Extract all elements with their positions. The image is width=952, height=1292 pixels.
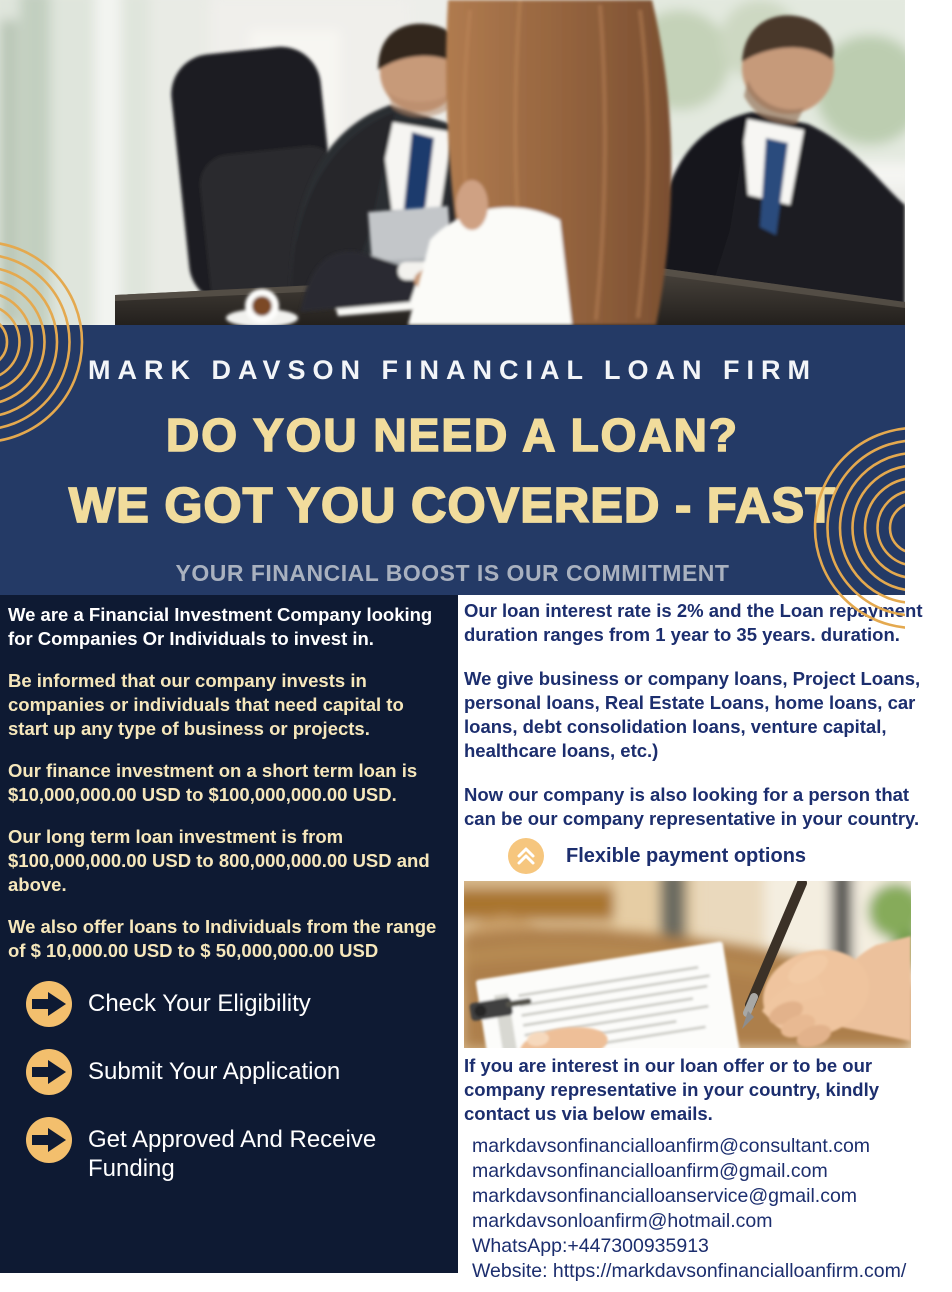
arrow-right-circle-icon — [26, 1049, 72, 1095]
tagline: YOUR FINANCIAL BOOST IS OUR COMMITMENT — [175, 560, 730, 586]
step-row — [8, 1117, 446, 1183]
arrow-right-circle-icon — [26, 1117, 72, 1163]
gold-arcs-right-icon — [787, 392, 905, 647]
contact-line: markdavsonloanfirm@hotmail.com — [472, 1210, 773, 1232]
step-label: Get Approved And Receive Funding — [88, 1126, 377, 1182]
right-panel — [458, 595, 952, 1292]
contact-line: markdavsonfinancialloanfirm@consultant.com — [472, 1135, 871, 1157]
brand-title: MARK DAVSON FINANCIAL LOAN FIRM — [88, 355, 817, 385]
step-label: Submit Your Application — [88, 1058, 341, 1085]
left-paragraph: Be informed that our company invests in companies or individuals that need capital to start up any type of business or projects. — [8, 670, 404, 739]
step-row — [8, 1049, 446, 1095]
contact-line: markdavsonfinancialloanservice@gmail.com — [472, 1185, 858, 1207]
headline-line1: DO YOU NEED A LOAN? — [166, 409, 739, 461]
contact-intro: If you are interest in our loan offer or to be our company representative in your country, kindly contact us via below emails. — [464, 1055, 879, 1124]
gold-arcs-left-icon — [0, 228, 118, 463]
left-paragraphs — [8, 603, 446, 963]
contract-signing-photo — [464, 881, 911, 1048]
left-paragraph: Our long term loan investment is from $100,000,000.00 USD to 800,000,000.00 USD and above. — [8, 826, 430, 895]
meeting-photo — [0, 0, 905, 325]
steps-list — [8, 981, 446, 1183]
arrow-right-circle-icon — [26, 981, 72, 1027]
left-paragraph: We also offer loans to Individuals from the range of $ 10,000.00 USD to $ 50,000,000.00 USD — [8, 916, 437, 961]
feature-row — [508, 837, 942, 875]
step-row — [8, 981, 446, 1027]
headline-band — [0, 325, 905, 595]
left-panel — [0, 595, 458, 1273]
left-paragraph: We are a Financial Investment Company looking for Companies Or Individuals to invest in. — [8, 604, 433, 649]
right-paragraph: We give business or company loans, Project Loans, personal loans, Real Estate Loans, home loans, car loans, debt consolidation loans, venture capital, healthcare loans, etc.) — [464, 668, 921, 761]
contact-line: WhatsApp:+447300935913 — [472, 1235, 709, 1257]
contact-line: Website: https://markdavsonfinancialloanfirm.com/ — [472, 1260, 907, 1282]
right-paragraph: Now our company is also looking for a person that can be our company representative in your country. — [464, 784, 920, 829]
headline-line2: WE GOT YOU COVERED - FAST — [68, 479, 837, 533]
feature-label: Flexible payment options — [566, 844, 807, 867]
step-label: Check Your Eligibility — [88, 990, 311, 1017]
signing-photo-scene — [464, 881, 911, 1048]
meeting-photo-scene — [0, 0, 905, 325]
contact-list — [464, 1134, 942, 1284]
right-paragraph: Our loan interest rate is 2% and the Loan repayment duration ranges from 1 year to 35 years. duration. — [464, 600, 923, 645]
contact-line: markdavsonfinancialloanfirm@gmail.com — [472, 1160, 828, 1182]
chevrons-up-circle-icon — [508, 838, 544, 874]
left-paragraph: Our finance investment on a short term loan is $10,000,000.00 USD to $100,000,000.00 USD. — [8, 760, 418, 805]
